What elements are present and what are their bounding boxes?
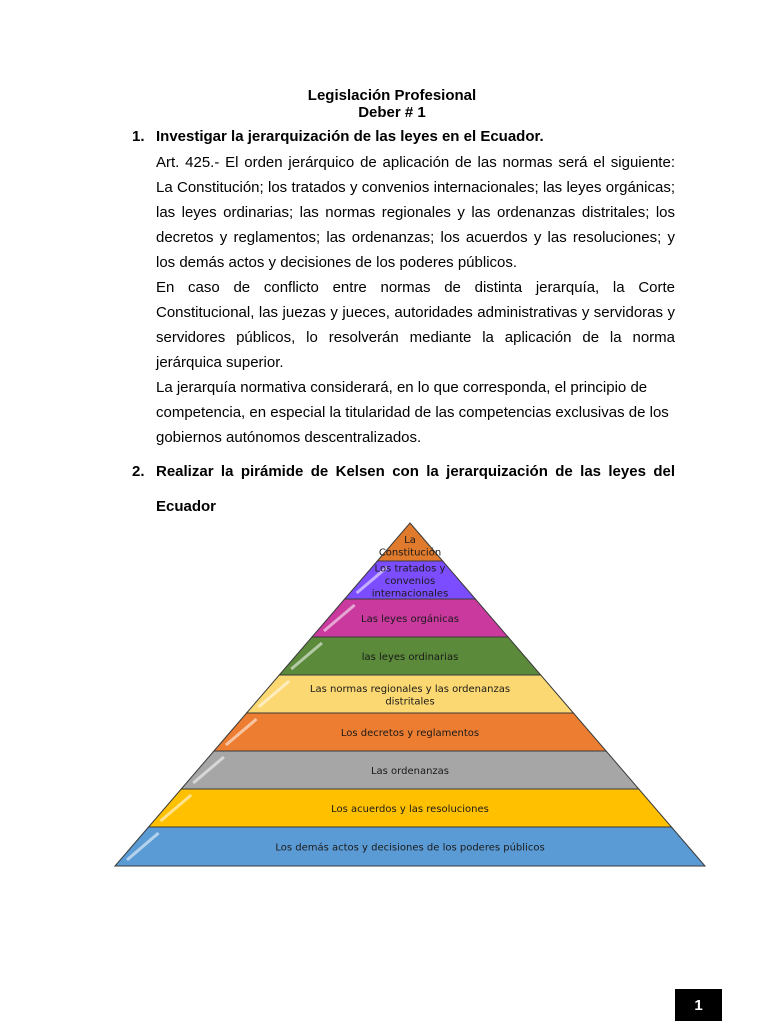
document-title: Legislación Profesional (307, 87, 477, 104)
document-subtitle: Deber # 1 (358, 104, 426, 121)
pyramid-label-line: Las normas regionales y las ordenanzas (309, 683, 511, 695)
pyramid-label-line: Las ordenanzas (370, 766, 450, 777)
pyramid-level-label (331, 804, 489, 815)
pyramid-label-line: Constitución (378, 547, 442, 559)
pyramid-level-5 (247, 675, 574, 713)
pyramid-label-line: internacionales (371, 588, 449, 600)
pyramid-level-9 (115, 827, 705, 866)
question-2-heading-line2: Ecuador (156, 498, 217, 515)
pyramid-level-2 (345, 561, 476, 600)
pyramid-level-label (341, 728, 479, 739)
question-1-number: 1. (132, 128, 145, 145)
pyramid-label-line: las leyes ordinarias (361, 652, 459, 663)
pyramid-label-line: convenios (384, 576, 436, 587)
article-425-paragraph: Art. 425.- El orden jerárquico de aplicación de las normas será el siguiente: La Constitución; los tratados y convenios internacionales; las leyes orgánicas; las leyes ordinarias; las normas regionales y las ordenanzas distritales; los decretos y reglamentos; las ordenanzas; los acuerdos y las resoluciones; y los demás actos y decisiones de los poderes públicos. (156, 154, 675, 271)
pyramid-label-line: Los acuerdos y las resoluciones (331, 804, 489, 815)
pyramid-label-line: Los decretos y reglamentos (340, 728, 480, 739)
pyramid-level-3 (312, 599, 508, 637)
conflict-paragraph: En caso de conflicto entre normas de distinta jerarquía, la Corte Constitucional, las juezas y jueces, autoridades administrativas y servidoras y servidores públicos, lo resolverán mediante la aplicación de la norma jerárquica superior. (156, 279, 675, 371)
page-number: 1 (675, 989, 722, 1021)
pyramid-level-1 (377, 523, 442, 561)
pyramid-level-7 (181, 751, 639, 789)
pyramid-level-6 (214, 713, 606, 751)
question-2-number: 2. (132, 463, 145, 480)
pyramid-label-line: distritales (385, 696, 435, 708)
pyramid-label-line: Los demás actos y decisiones de los poderes públicos (275, 842, 545, 854)
question-2-heading-line1: Realizar la pirámide de Kelsen con la jerarquización de las leyes del (156, 463, 675, 480)
pyramid-level-label (379, 535, 441, 559)
pyramid-level-label (275, 842, 544, 854)
competence-paragraph: La jerarquía normativa considerará, en lo que corresponda, el principio de competencia, en especial la titularidad de las competencias exclusivas de los gobiernos autónomos descentralizados. (156, 379, 669, 446)
pyramid-level-label (361, 613, 459, 625)
pyramid-level-4 (279, 637, 540, 675)
question-1-heading: Investigar la jerarquización de las leyes en el Ecuador. (156, 128, 544, 145)
pyramid-level-label (362, 652, 459, 663)
pyramid-label-line: Los tratados y (374, 563, 446, 575)
pyramid-label-line: Las leyes orgánicas (361, 614, 459, 625)
pyramid-label-line: La (404, 534, 416, 546)
pyramid-level-label (371, 766, 449, 777)
pyramid-level-8 (149, 789, 672, 827)
